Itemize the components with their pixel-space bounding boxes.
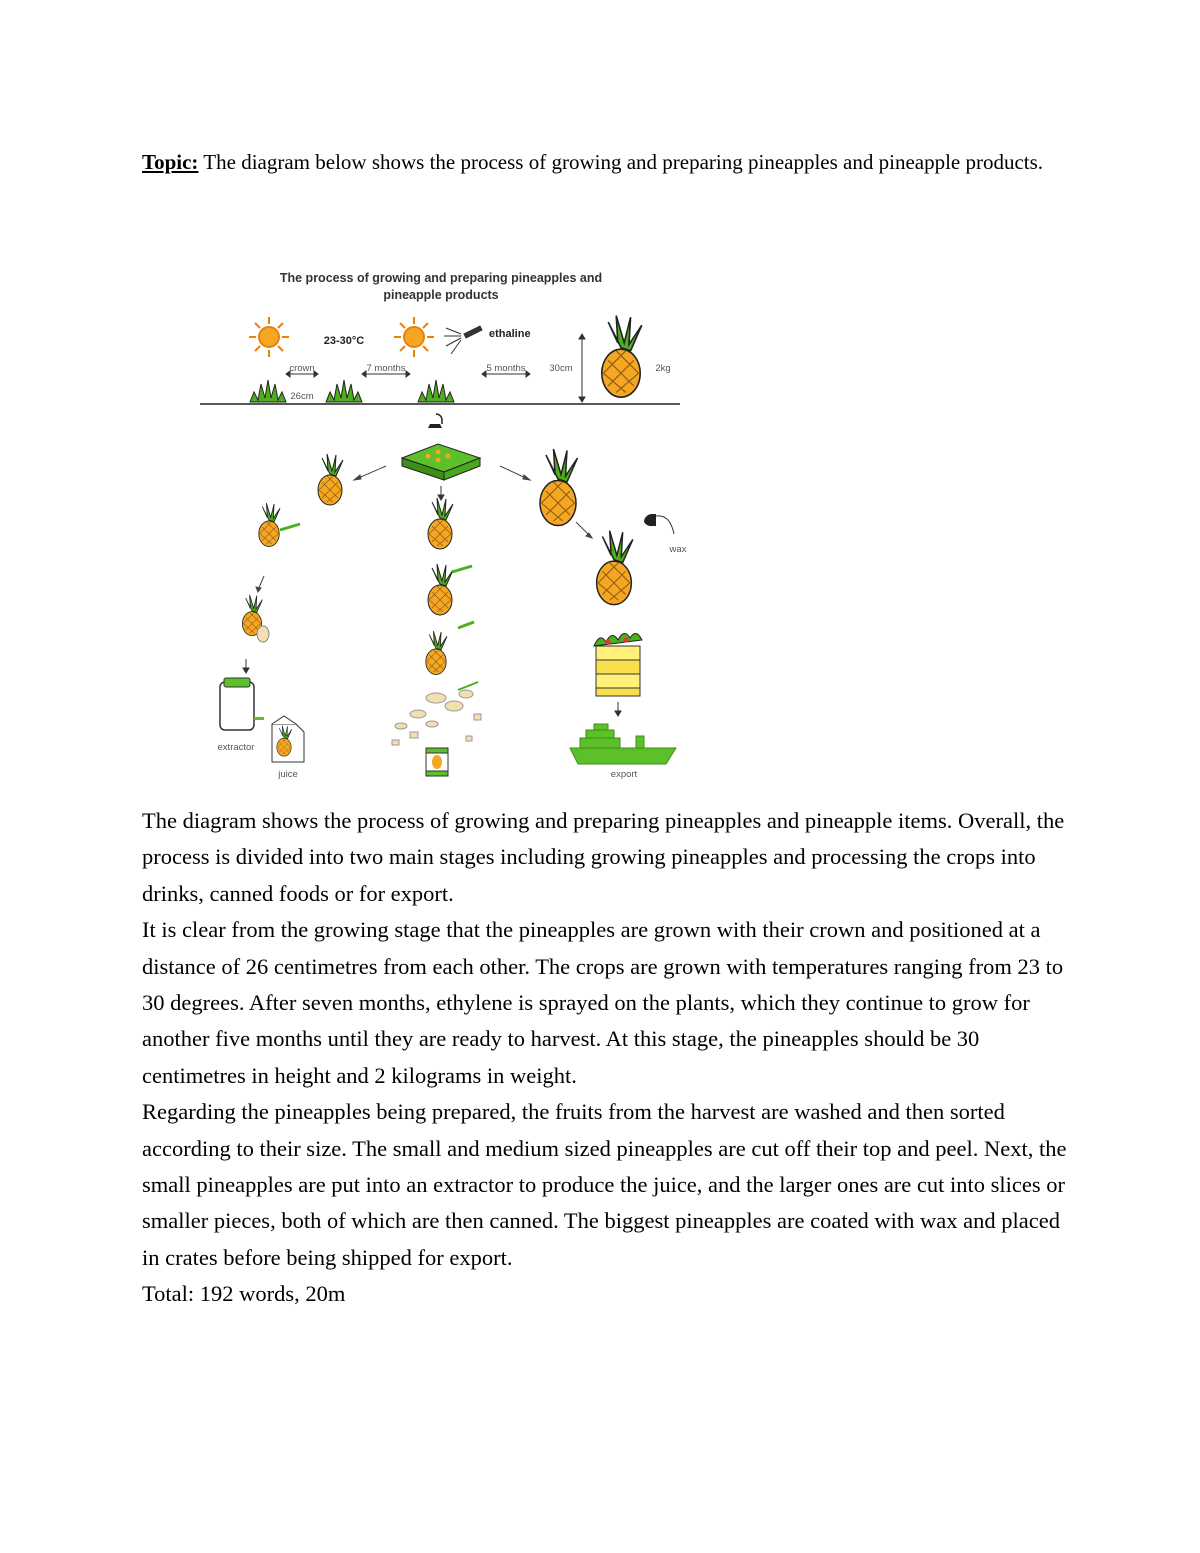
juice-label: juice — [278, 769, 298, 780]
essay-paragraph: The diagram shows the process of growing and preparing pineapples and pineapple items. Overall, the process is divided into two main stages including growing pineapples and processing the crops into drinks, canned foods or for export. — [142, 808, 1065, 906]
export-label: export — [610, 769, 638, 780]
crate-icon — [594, 633, 642, 696]
arrow-icon — [438, 486, 444, 500]
essay-body — [142, 803, 1072, 1313]
canned-fruit-icon — [426, 748, 448, 776]
plant-icon — [250, 380, 286, 402]
arrow-icon — [615, 702, 621, 716]
sun-icon — [394, 317, 434, 357]
topic-label: Topic: — [142, 150, 199, 174]
seven-months-label: 7 months — [366, 363, 406, 374]
spacing-label: 26cm — [290, 391, 314, 402]
washing-tray-icon — [402, 414, 480, 480]
essay-paragraph: It is clear from the growing stage that the pineapples are grown with their crown and positioned at a distance of 26 centimetres from each other. The crops are grown with temperatures ranging from 23 to 30 degrees. After seven months, ethylene is sprayed on the plants, which they continue to grow for another five months until they are ready to harvest. At this stage, the pineapples should be 30 centimetres in height and 2 kilograms in weight. — [142, 917, 1064, 1088]
extractor-icon — [220, 678, 264, 730]
cargo-ship-icon — [570, 724, 676, 764]
plant-icon — [326, 380, 362, 402]
crown-label: crown — [289, 363, 315, 374]
small-pineapple-icon — [318, 454, 343, 505]
weight-label: 2kg — [655, 363, 671, 374]
large-pineapple-icon — [540, 449, 578, 526]
top-cut-pineapple-icon — [428, 564, 453, 615]
plant-icon — [418, 380, 454, 402]
process-diagram — [196, 262, 696, 787]
diagram-title-line2: pineapple products — [383, 288, 499, 302]
top-cut-pineapple-icon — [259, 503, 280, 546]
diagram-title-line1: The process of growing and preparing pineapples and — [279, 271, 603, 285]
arrow-icon — [243, 659, 249, 673]
peeled-pineapple-icon — [426, 631, 447, 674]
sun-icon — [249, 317, 289, 357]
medium-pineapple-icon — [428, 498, 453, 549]
essay-paragraph: Regarding the pineapples being prepared, the fruits from the harvest are washed and then sorted according to their size. The small and medium sized pineapples are cut off their top and peel. Next, the small pineapples are put into an extractor to produce the juice, and the larger ones are cut into slices or smaller pieces, both of which are then canned. The biggest pineapples are coated with wax and placed in crates before being shipped for export. — [142, 1099, 1067, 1270]
wax-label: wax — [669, 544, 687, 555]
wax-sprayer-icon — [644, 514, 674, 534]
height-label: 30cm — [549, 363, 573, 374]
temperature-label: 23-30°C — [323, 335, 365, 347]
word-count: Total: 192 words, 20m — [142, 1281, 346, 1307]
pineapple-slices-icon — [392, 690, 481, 745]
extractor-label: extractor — [217, 742, 255, 753]
five-months-label: 5 months — [486, 363, 526, 374]
arrow-icon — [576, 522, 592, 538]
waxed-pineapple-icon — [597, 531, 633, 605]
ripe-pineapple-icon — [602, 316, 642, 398]
topic-line — [142, 140, 1062, 184]
spray-nozzle-icon — [444, 326, 482, 354]
juice-carton-icon — [272, 716, 304, 762]
ethaline-label: ethaline — [489, 328, 531, 340]
topic-text: The diagram below shows the process of growing and preparing pineapples and pineapple products. — [203, 150, 1044, 174]
